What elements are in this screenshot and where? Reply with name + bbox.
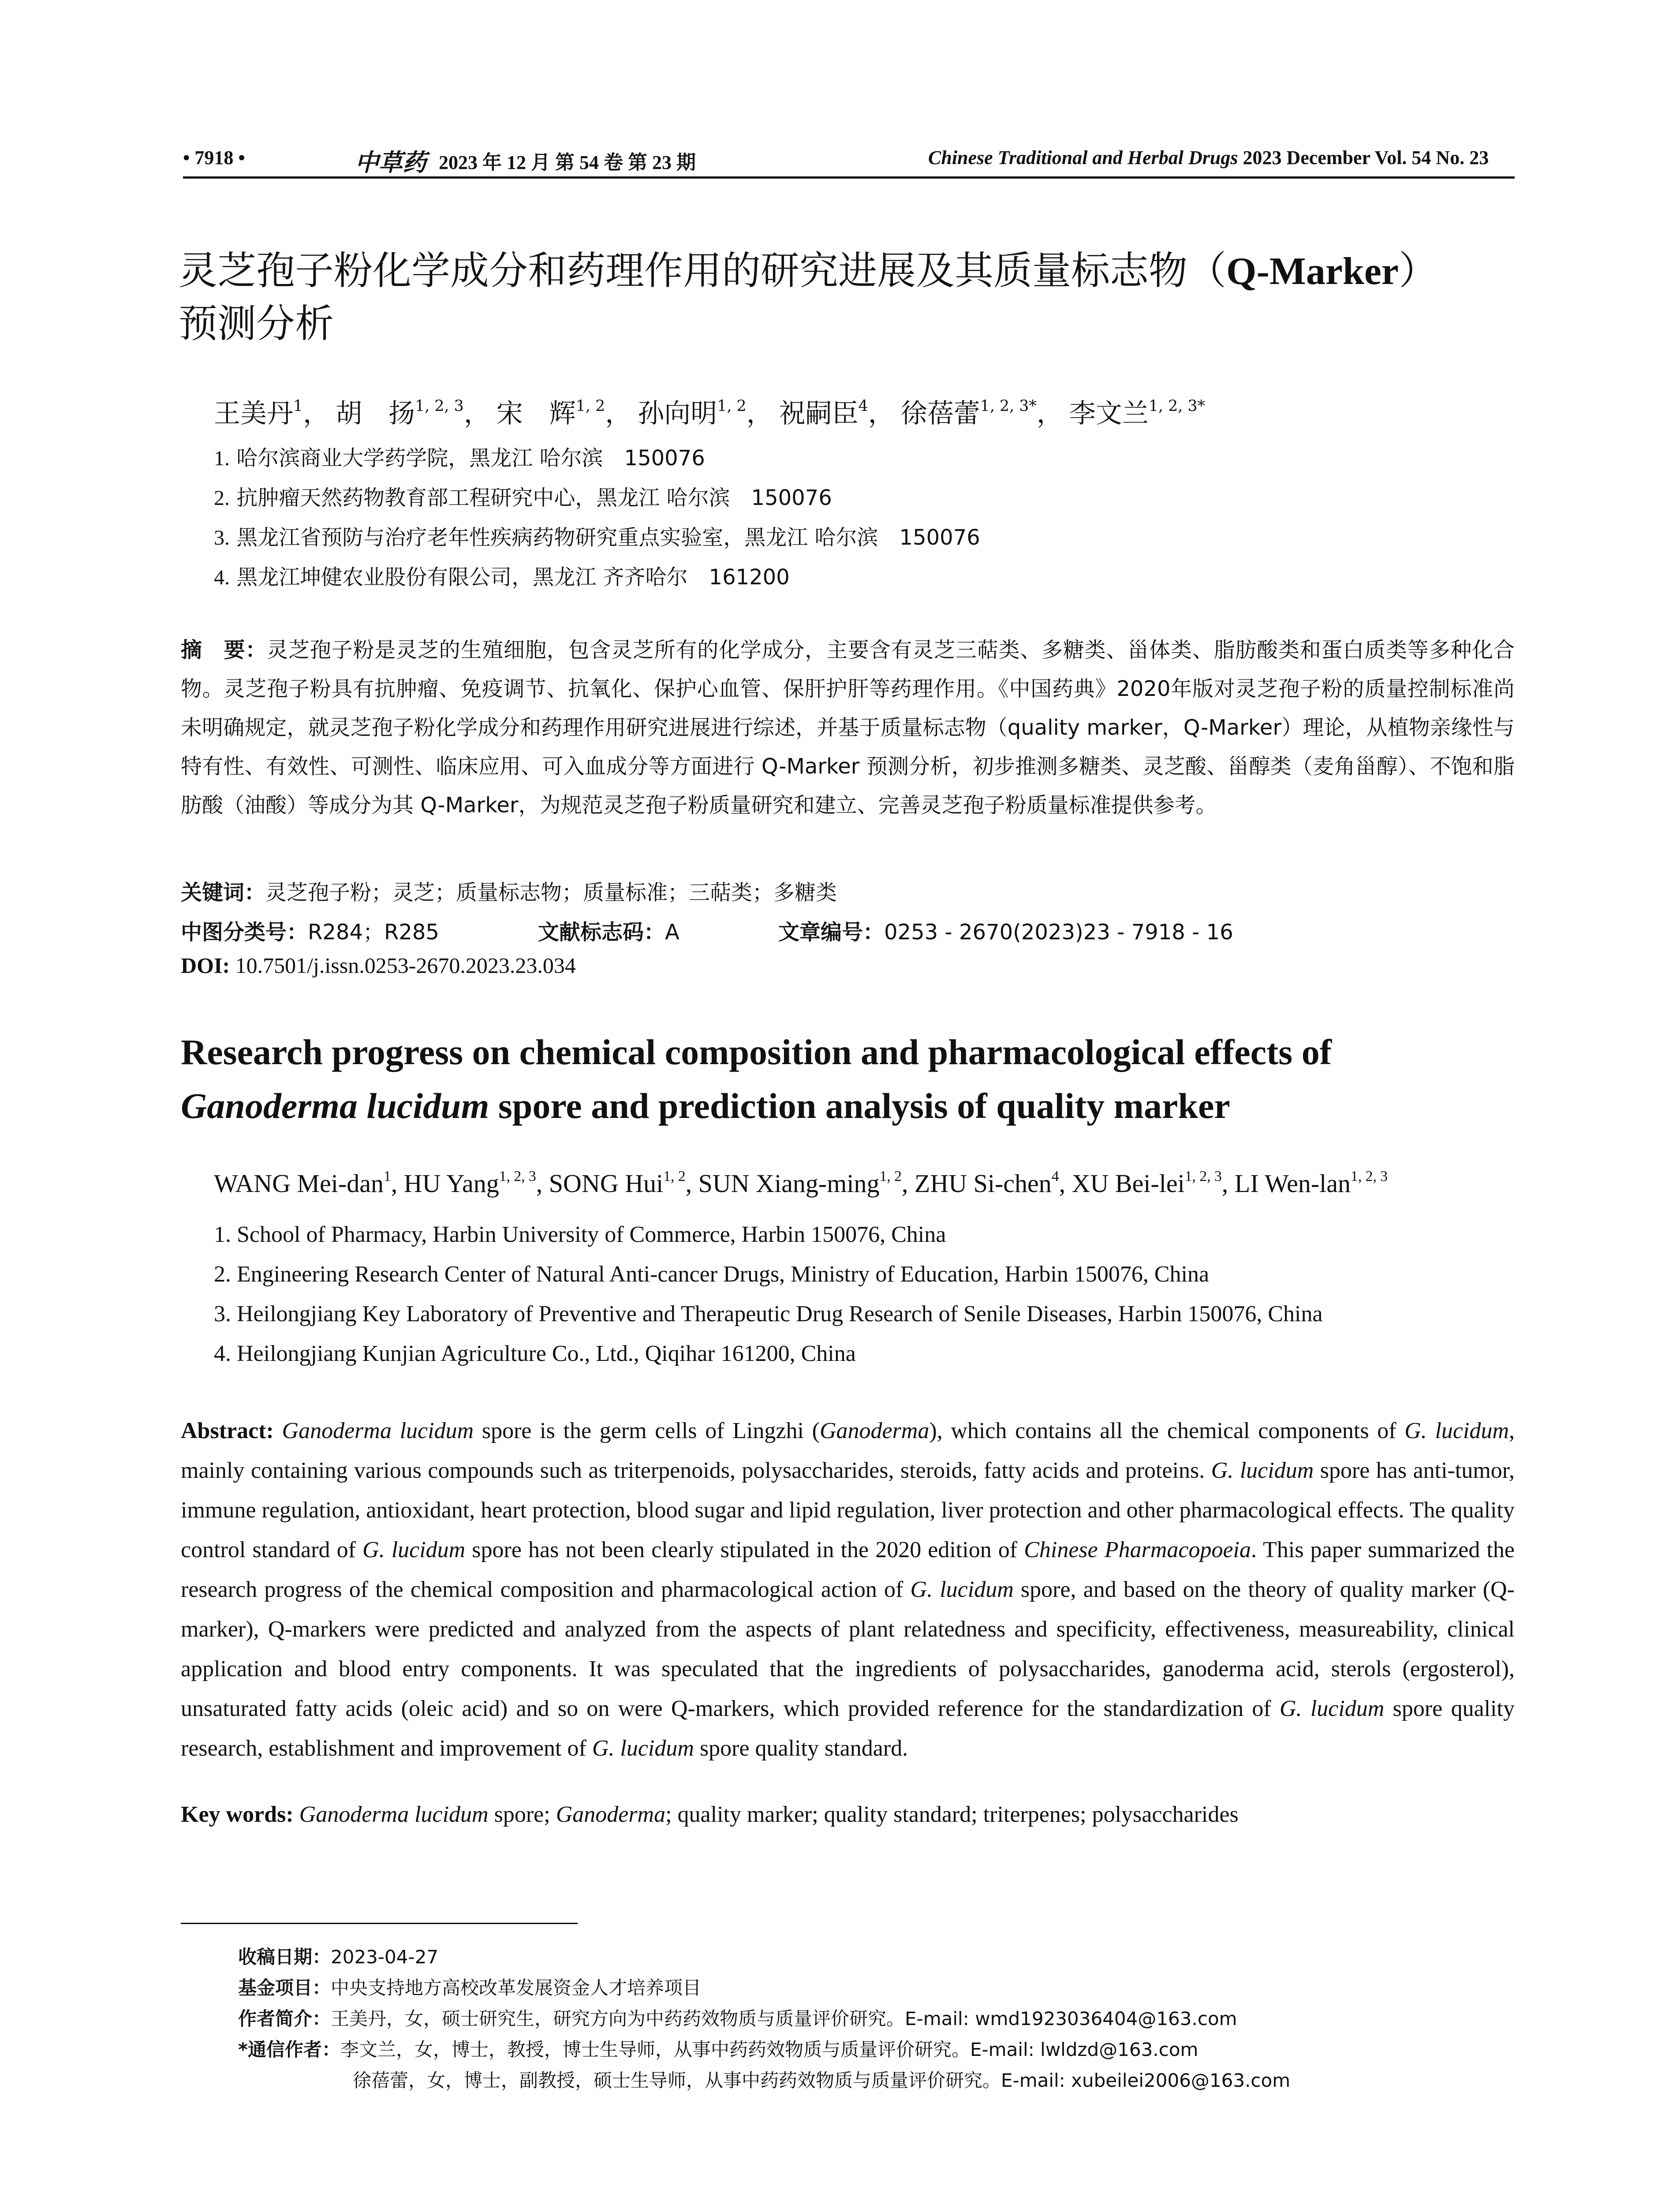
doi-line — [181, 953, 576, 978]
author-affiliation-marker: 1 — [293, 397, 303, 415]
author-separator: ， — [746, 398, 773, 429]
footnote-text: 王美丹，女，硕士研究生，研究方向为中药药效物质与质量评价研究。E-mail: wmd1923036404@163.com — [331, 2008, 1237, 2029]
text-segment: spore is the germ cells of Lingzhi ( — [474, 1418, 820, 1443]
author-name: HU Yang — [403, 1169, 499, 1198]
author-affiliation-marker: 1, 2 — [575, 397, 605, 415]
text-segment — [274, 1418, 282, 1443]
author-affiliation-marker: 1, 2, 3* — [980, 397, 1037, 415]
author-entry — [497, 398, 631, 429]
italic-term: G. lucidum — [1404, 1418, 1509, 1443]
header-rule — [183, 176, 1515, 179]
chinese-title — [179, 245, 1528, 350]
chinese-abstract — [181, 631, 1515, 825]
author-entry — [915, 1169, 1072, 1198]
author-name: LI Wen-lan — [1234, 1169, 1351, 1198]
document-code-value: A — [665, 920, 679, 945]
chinese-title-part1: 灵芝孢子粉化学成分和药理作用的研究进展及其质量标志物（ — [179, 248, 1227, 293]
journal-name-cn: 中草药 — [355, 148, 426, 176]
author-entry — [549, 1169, 698, 1198]
author-name: SUN Xiang-ming — [698, 1169, 880, 1198]
affiliation-number: 4. — [214, 566, 230, 589]
italic-term: G. lucidum — [362, 1537, 466, 1562]
classification-line — [181, 915, 1233, 946]
author-name: 胡 扬 — [336, 398, 415, 429]
doi-value[interactable]: 10.7501/j.issn.0253-2670.2023.23.034 — [235, 953, 576, 978]
affiliation-text: 抗肿瘤天然药物教育部工程研究中心，黑龙江 哈尔滨 150076 — [236, 486, 832, 510]
affiliation-text: 哈尔滨商业大学药学院，黑龙江 哈尔滨 150076 — [236, 446, 705, 471]
author-entry — [901, 398, 1063, 429]
journal-title-en: Chinese Traditional and Herbal Drugs — [928, 147, 1238, 168]
author-name: 孙向明 — [638, 398, 717, 429]
author-separator: , — [1221, 1169, 1235, 1198]
author-name: XU Bei-lei — [1071, 1169, 1185, 1198]
english-affiliation-4: 4. Heilongjiang Kunjian Agriculture Co., Ltd., Qiqihar 161200, China — [214, 1341, 856, 1366]
author-entry — [336, 398, 490, 429]
author-separator: ， — [463, 398, 490, 429]
english-affiliation-1: 1. School of Pharmacy, Harbin University of Commerce, Harbin 150076, China — [214, 1222, 946, 1247]
footnote-text: 中央支持地方高校改革发展资金人才培养项目 — [331, 1977, 702, 1999]
author-affiliation-marker: 1, 2, 3* — [1148, 397, 1205, 415]
chinese-affiliation-2 — [214, 481, 832, 511]
footnote-author-bio — [238, 2004, 1237, 2031]
author-separator: , — [901, 1169, 915, 1198]
author-affiliation-marker: 1, 2 — [663, 1168, 686, 1185]
affiliation-number: 3. — [214, 526, 230, 549]
english-title-species: Ganoderma lucidum — [181, 1086, 489, 1126]
english-keywords — [181, 1801, 1239, 1828]
english-affiliation-3: 3. Heilongjiang Key Laboratory of Preventive and Therapeutic Drug Research of Senile Diseases, Harbin 150076, China — [214, 1301, 1323, 1327]
italic-term: G. lucidum — [1280, 1696, 1385, 1721]
chinese-authors — [214, 392, 1211, 430]
footnote-received — [238, 1943, 438, 1969]
author-separator: ， — [605, 398, 632, 429]
clc-label: 中图分类号： — [181, 920, 308, 945]
chinese-abstract-text: 灵芝孢子粉是灵芝的生殖细胞，包含灵芝所有的化学成分，主要含有灵芝三萜类、多糖类、甾体类、脂肪酸类和蛋白质类等多种化合物。灵芝孢子粉具有抗肿瘤、免疫调节、抗氧化、保护心血管、保肝护肝等药理作用。《中国药典》2020年版对灵芝孢子粉的质量控制标准尚未明确规定，就灵芝孢子粉化学成分和药理作用研究进展进行综述，并基于质量标志物（quality marker，Q-Marker）理论，从植物亲缘性与特有性、有效性、可测性、临床应用、可入血成分等方面进行 Q-Marker 预测分析，初步推测多糖类、灵芝酸、甾醇类（麦角甾醇）、不饱和脂肪酸（油酸）等成分为其 Q-Marker，为规范灵芝孢子粉质量研究和建立、完善灵芝孢子粉质量标准提供参考。 — [181, 638, 1515, 818]
footnote-label: 作者简介： — [238, 2008, 331, 2029]
author-entry — [404, 1169, 549, 1198]
english-abstract-text — [181, 1418, 1515, 1761]
author-separator: ， — [1036, 398, 1063, 429]
author-affiliation-marker: 1, 2, 3 — [499, 1168, 536, 1185]
italic-term: G. lucidum — [910, 1577, 1014, 1602]
author-separator: , — [685, 1169, 698, 1198]
clc-field — [181, 915, 538, 946]
chinese-abstract-label: 摘 要： — [181, 638, 267, 662]
author-separator: ， — [303, 398, 330, 429]
issue-info-en: 2023 December Vol. 54 No. 23 — [1243, 147, 1489, 168]
author-affiliation-marker: 1, 2, 3 — [1184, 1168, 1222, 1185]
author-name: 宋 辉 — [496, 398, 576, 429]
author-entry — [1069, 398, 1205, 429]
author-separator: , — [391, 1169, 404, 1198]
chinese-title-line2: 预测分析 — [179, 301, 334, 346]
author-name: ZHU Si-chen — [914, 1169, 1052, 1198]
page-number: • 7918 • — [183, 147, 245, 168]
author-affiliation-marker: 1, 2, 3 — [415, 397, 464, 415]
english-title — [181, 1025, 1526, 1133]
chinese-keywords-label: 关键词： — [181, 880, 266, 905]
italic-term: Ganoderma lucidum — [299, 1802, 489, 1827]
italic-term: Chinese Pharmacopoeia — [1024, 1537, 1251, 1562]
italic-term: Ganoderma — [556, 1802, 666, 1827]
author-affiliation-marker: 4 — [1051, 1168, 1059, 1185]
author-entry — [1235, 1169, 1388, 1198]
chinese-title-qmarker: Q-Marker — [1226, 250, 1399, 293]
author-name: WANG Mei-dan — [214, 1169, 384, 1198]
italic-term: Ganoderma lucidum — [282, 1418, 474, 1443]
italic-term: G. lucidum — [1211, 1458, 1314, 1483]
footnote-fund — [238, 1973, 701, 2000]
journal-name-en — [928, 146, 1489, 169]
author-entry — [214, 1169, 404, 1198]
english-keywords-text — [294, 1802, 1239, 1827]
author-separator: ， — [868, 398, 895, 429]
author-entry — [779, 398, 895, 429]
author-affiliation-marker: 1, 2 — [879, 1168, 902, 1185]
article-number-label: 文章编号： — [778, 920, 885, 945]
author-name: 王美丹 — [214, 398, 293, 429]
author-name: 李文兰 — [1069, 398, 1149, 429]
author-entry — [1072, 1169, 1235, 1198]
english-title-line2: spore and prediction analysis of quality marker — [489, 1086, 1230, 1126]
author-affiliation-marker: 1, 2, 3 — [1351, 1168, 1388, 1185]
affiliation-text: 黑龙江坤健农业股份有限公司，黑龙江 齐齐哈尔 161200 — [236, 565, 790, 590]
english-title-line1: Research progress on chemical composition and pharmacological effects of — [181, 1032, 1332, 1072]
chinese-keywords-text: 灵芝孢子粉；灵芝；质量标志物；质量标准；三萜类；多糖类 — [265, 880, 837, 905]
running-header — [183, 141, 1515, 176]
article-number-value: 0253 - 2670(2023)23 - 7918 - 16 — [884, 920, 1233, 945]
text-segment — [294, 1802, 299, 1827]
clc-value: R284；R285 — [308, 920, 439, 945]
english-affiliation-2: 2. Engineering Research Center of Natural Anti-cancer Drugs, Ministry of Education, Harbin 150076, China — [214, 1262, 1210, 1287]
author-separator: , — [1059, 1169, 1072, 1198]
italic-term: Ganoderma — [819, 1418, 930, 1443]
author-name: 徐蓓蕾 — [900, 398, 980, 429]
article-number-field — [778, 915, 1233, 946]
chinese-affiliation-3 — [214, 520, 980, 551]
english-abstract-label: Abstract: — [181, 1418, 274, 1443]
text-segment: spore, and based on the theory of quality marker (Q-marker), Q-markers were predicted and analyzed from the aspects of plant relatedness and specificity, effectiveness, measureability, clinical application and blood entry components. It was speculated that the ingredients of polysaccharides, ganoderma acid, sterols (ergosterol), unsaturated fatty acids (oleic acid) and so on were Q-markers, which provided reference for the standardization of — [181, 1577, 1515, 1721]
english-keywords-label: Key words: — [181, 1802, 294, 1827]
footnote-text: 李文兰，女，博士，教授，博士生导师，从事中药药效物质与质量评价研究。E-mail: lwldzd@163.com — [340, 2039, 1198, 2060]
chinese-title-part2: ） — [1398, 248, 1437, 293]
text-segment: ; quality marker; quality standard; triterpenes; polysaccharides — [665, 1802, 1239, 1827]
text-segment: , mainly containing various compounds such as triterpenoids, polysaccharides, steroids, fatty acids and proteins. — [181, 1418, 1515, 1483]
text-segment: . This paper summarized the research progress of the chemical composition and pharmacological action of — [181, 1537, 1515, 1602]
affiliation-number: 2. — [214, 486, 230, 510]
text-segment: spore; — [488, 1802, 556, 1827]
italic-term: G. lucidum — [592, 1736, 694, 1761]
footnote-rule — [181, 1923, 578, 1924]
text-segment: spore has anti-tumor, immune regulation, antioxidant, heart protection, blood sugar and lipid regulation, liver protection and other pharmacological effects. The quality control standard of — [181, 1458, 1515, 1562]
author-affiliation-marker: 1, 2 — [717, 397, 747, 415]
text-segment: spore quality standard. — [694, 1736, 908, 1761]
document-code-field — [538, 915, 778, 946]
english-authors — [214, 1169, 1388, 1198]
text-segment: spore quality research, establishment and improvement of — [181, 1696, 1515, 1761]
author-entry — [698, 1169, 915, 1198]
document-code-label: 文献标志码： — [538, 920, 665, 945]
author-entry — [214, 398, 329, 429]
chinese-keywords — [181, 875, 837, 906]
text-segment: ), which contains all the chemical components of — [929, 1418, 1405, 1443]
issue-info-cn: 2023 年 12 月 第 54 卷 第 23 期 — [439, 152, 696, 173]
author-name: 祝嗣臣 — [779, 398, 859, 429]
chinese-affiliation-1 — [214, 441, 705, 471]
author-name: SONG Hui — [549, 1169, 664, 1198]
author-separator: , — [536, 1169, 549, 1198]
footnote-text: 徐蓓蕾，女，博士，副教授，硕士生导师，从事中药药效物质与质量评价研究。E-mail: xubeilei2006@163.com — [353, 2070, 1291, 2091]
author-entry — [638, 398, 773, 429]
footnote-label: 基金项目： — [238, 1977, 331, 1999]
author-affiliation-marker: 4 — [858, 397, 868, 415]
footnote-label: *通信作者： — [238, 2039, 340, 2060]
footnote-text: 2023-04-27 — [331, 1946, 439, 1968]
text-segment: spore has not been clearly stipulated in the 2020 edition of — [465, 1537, 1024, 1562]
affiliation-number: 1. — [214, 447, 230, 470]
footnote-label: 收稿日期： — [238, 1946, 331, 1968]
doi-label: DOI: — [181, 953, 230, 978]
footnote-corresponding — [238, 2035, 1198, 2062]
affiliation-text: 黑龙江省预防与治疗老年性疾病药物研究重点实验室，黑龙江 哈尔滨 150076 — [236, 525, 980, 550]
footnote-corresponding-2 — [353, 2066, 1290, 2093]
author-affiliation-marker: 1 — [383, 1168, 391, 1185]
english-abstract — [181, 1411, 1515, 1768]
chinese-affiliation-4 — [214, 560, 790, 590]
